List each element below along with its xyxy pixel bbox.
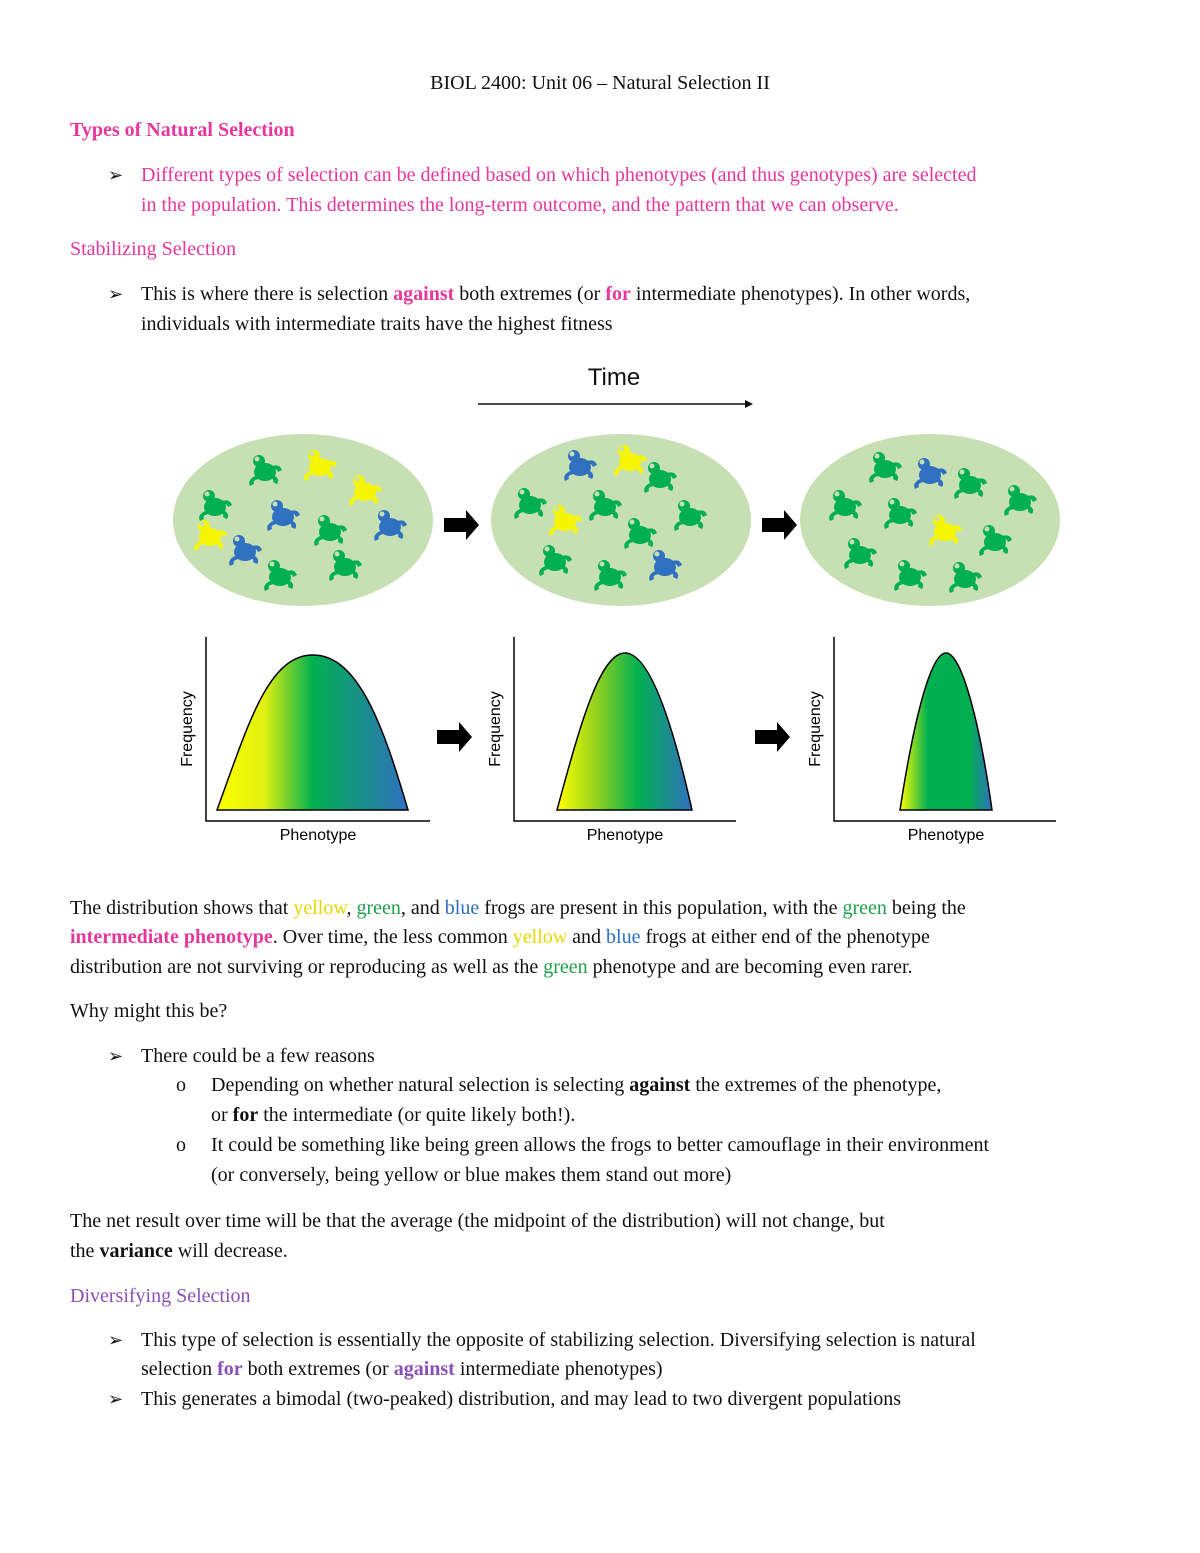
x-axis-label: Phenotype [279,827,357,844]
arrow-right-icon [437,722,472,752]
diversifying-bullet2: This generates a bimodal (two-peaked) distribution, and may lead to two divergent populations [141,1388,901,1410]
why-question: Why might this be? [70,1000,228,1022]
distribution-plot-1 [179,637,430,844]
arrow-bullet-icon: ➢ [108,165,124,185]
arrow-bullet-icon: ➢ [108,1389,124,1409]
y-axis-label: Frequency [179,691,196,767]
arrow-bullet-icon: ➢ [108,1046,124,1066]
why-bullet: There could be a few reasons [141,1045,375,1067]
distribution-plot-3 [807,637,1056,844]
types-bullet-line2: in the population. This determines the long-term outcome, and the pattern that we can observe. [141,194,899,216]
y-axis-label: Frequency [487,691,504,767]
x-axis-label: Phenotype [586,827,664,844]
distribution-line2: intermediate phenotype. Over time, the less common yellow and blue frogs at either end of the phenotype [70,926,930,948]
arrow-right-icon [755,722,790,752]
arrow-right-icon [444,510,479,540]
x-axis-label: Phenotype [907,827,985,844]
arrow-right-icon [762,510,797,540]
why-sub2-line1: It could be something like being green allows the frogs to better camouflage in their environment [211,1134,990,1156]
result-line2: the variance will decrease. [70,1240,288,1262]
types-bullet-line1: Different types of selection can be defined based on which phenotypes (and thus genotypes) are selected [141,164,977,186]
stabilizing-bullet-line2: individuals with intermediate traits have the highest fitness [141,313,613,335]
arrow-bullet-icon: ➢ [108,1330,124,1350]
circle-bullet-icon: o [176,1134,186,1156]
diversifying-bullet1-line1: This type of selection is essentially the opposite of stabilizing selection. Diversifying selection is natural [141,1329,976,1351]
stabilizing-selection-figure [0,355,1200,855]
distribution-plot-2 [487,637,736,844]
why-sub1-line2: or for the intermediate (or quite likely both!). [211,1104,576,1126]
time-label: Time [587,364,641,391]
section-heading-types: Types of Natural Selection [70,119,295,141]
diversifying-bullet1-line2: selection for both extremes (or against intermediate phenotypes) [141,1358,663,1380]
circle-bullet-icon: o [176,1074,186,1096]
section-heading-stabilizing: Stabilizing Selection [70,238,237,260]
stabilizing-bullet-line1: This is where there is selection against both extremes (or for intermediate phenotypes). In other words, [141,283,971,305]
arrow-bullet-icon: ➢ [108,284,124,304]
distribution-line3: distribution are not surviving or reproducing as well as the green phenotype and are becoming even rarer. [70,956,913,978]
y-axis-label: Frequency [807,691,824,767]
time-arrow-head [745,400,753,408]
result-line1: The net result over time will be that the average (the midpoint of the distribution) will not change, but [70,1210,885,1232]
why-sub1-line1: Depending on whether natural selection is selecting against the extremes of the phenotype, [211,1074,942,1096]
why-sub2-line2: (or conversely, being yellow or blue makes them stand out more) [211,1164,732,1186]
distribution-line1: The distribution shows that yellow, green, and blue frogs are present in this population, with the green being the [70,897,966,919]
page-title: BIOL 2400: Unit 06 – Natural Selection II [430,72,770,94]
section-heading-diversifying: Diversifying Selection [70,1285,251,1307]
population-ellipse-3 [800,434,1060,606]
